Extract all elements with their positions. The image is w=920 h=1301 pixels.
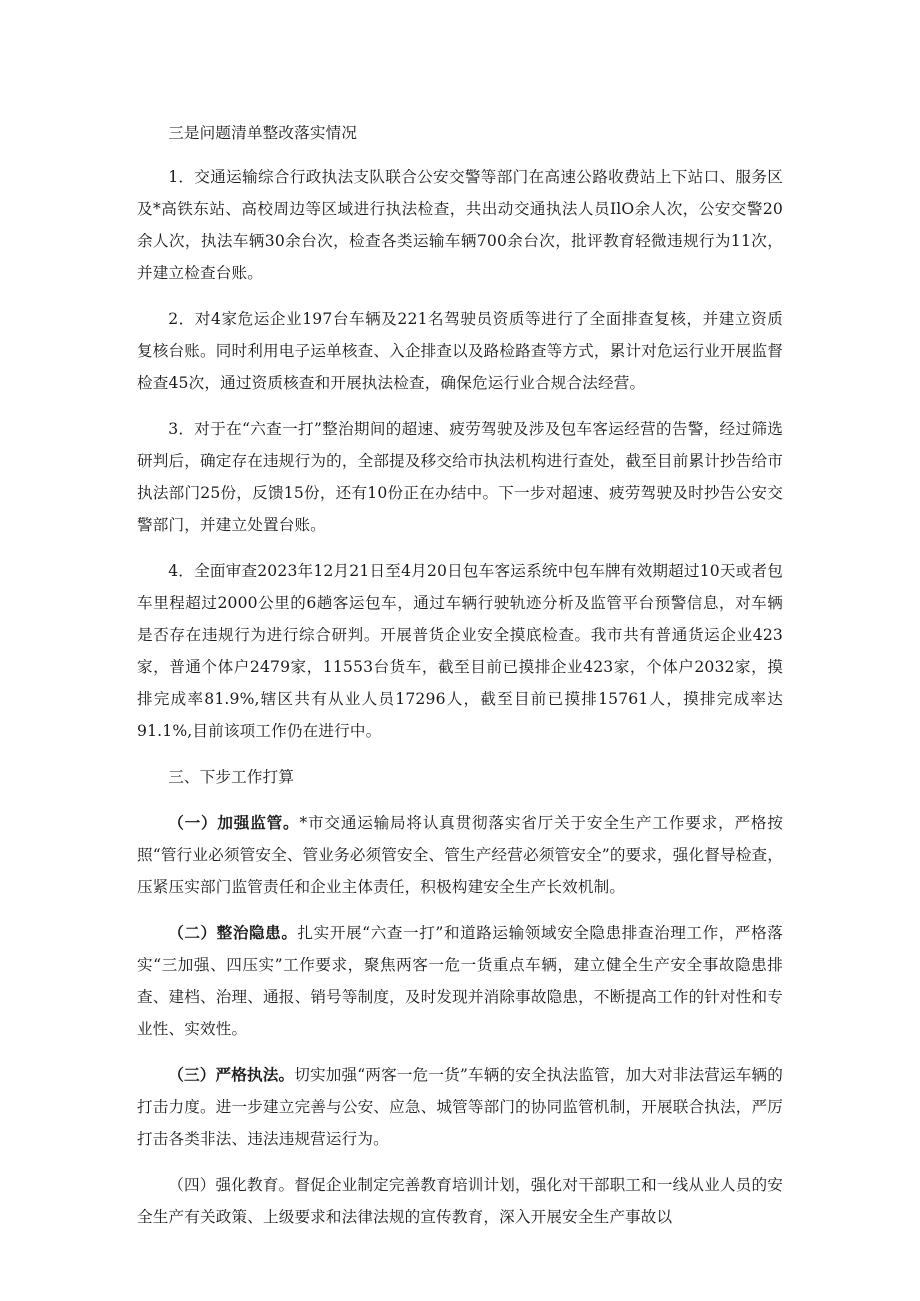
issue-item-4: 4．全面审查2023年12月21日至4月20日包车客运系统中包车牌有效期超过10天或者包车里程超过2000公里的6趟客运包车，通过车辆行驶轨迹分析及监管平台预警信息，对车辆是否存在违规行为进行综合研判。开展普货企业安全摸底检查。我市共有普通货运企业423家，普通个体户2479家，11553台货车，截至目前已摸排企业423家，个体户2032家，摸排完成率81.9%,辖区共有从业人员17296人，截至目前已摸排15761人，摸排完成率达91.1%,目前该项工作仍在进行中。 xyxy=(137,562,783,740)
next-step-3-label: （三）严格执法。 xyxy=(168,1065,295,1084)
next-step-4 xyxy=(137,1169,783,1233)
issue-item-1: 1．交通运输综合行政执法支队联合公安交警等部门在高速公路收费站上下站口、服务区及*高铁东站、高校周边等区域进行执法检查，共出动交通执法人员IlO余人次，公安交警20余人次，执法车辆30余台次，检查各类运输车辆700余台次，批评教育轻微违规行为11次，并建立检查台账。 xyxy=(137,168,783,282)
issue-item-2: 2．对4家危运企业197台车辆及221名驾驶员资质等进行了全面排查复核，并建立资质复核台账。同时利用电子运单核查、入企排查以及路检路查等方式，累计对危运行业开展监督检查45次，通过资质核查和开展执法检查，确保危运行业合规合法经营。 xyxy=(137,310,783,392)
next-steps-title: 三、下步工作打算 xyxy=(168,768,295,786)
next-step-1 xyxy=(137,807,783,903)
next-step-1-text: *市交通运输局将认真贯彻落实省厅关于安全生产工作要求，严格按照“管行业必须管安全、管业务必须管安全、管生产经营必须管安全”的要求，强化督导检查，压紧压实部门监管责任和企业主体责任，积极构建安全生产长效机制。 xyxy=(137,814,783,896)
next-step-2-text: 扎实开展“六查一打”和道路运输领域安全隐患排查治理工作，严格落实“三加强、四压实”工作要求，聚焦两客一危一货重点车辆，建立健全生产安全事故隐患排查、建档、治理、通报、销号等制度，及时发现并消除事故隐患，不断提高工作的针对性和专业性、实效性。 xyxy=(137,924,783,1038)
document-page xyxy=(137,117,783,1233)
next-step-2-label: （二）整治隐患。 xyxy=(168,923,298,942)
next-step-1-label: （一）加强监管。 xyxy=(168,813,300,832)
issue-item-3: 3．对于在“六查一打”整治期间的超速、疲劳驾驶及涉及包车客运经营的告警，经过筛选研判后，确定存在违规行为的，全部提及移交给市执法机构进行查处，截至目前累计抄告给市执法部门25份，反馈15份，还有10份正在办结中。下一步对超速、疲劳驾驶及时抄告公安交警部门，并建立处置台账。 xyxy=(137,420,783,534)
next-step-3-text: 切实加强“两客一危一货”车辆的安全执法监管，加大对非法营运车辆的打击力度。进一步建立完善与公安、应急、城管等部门的协同监管机制，开展联合执法，严厉打击各类非法、违法违规营运行为。 xyxy=(137,1066,783,1148)
next-step-3 xyxy=(137,1059,783,1155)
next-step-4-label: （四）强化教育。 xyxy=(168,1176,295,1194)
next-step-2 xyxy=(137,917,783,1045)
next-step-4-text: 督促企业制定完善教育培训计划，强化对干部职工和一线从业人员的安全生产有关政策、上级要求和法律法规的宣传教育，深入开展安全生产事故以 xyxy=(137,1176,783,1226)
section-issue-title: 三是问题清单整改落实情况 xyxy=(168,124,358,142)
